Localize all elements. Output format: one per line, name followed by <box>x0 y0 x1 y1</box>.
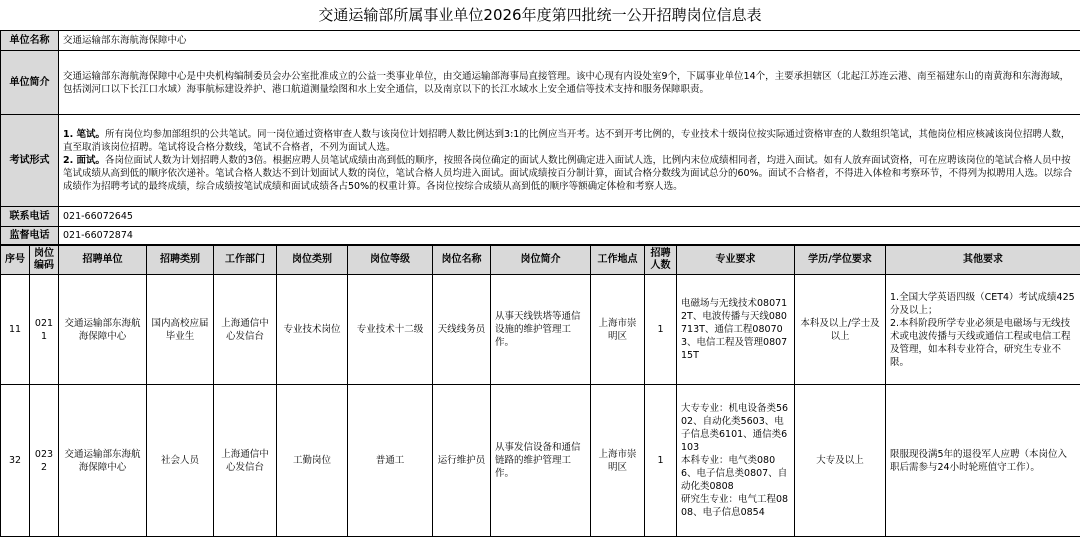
cell-unit: 交通运输部东海航海保障中心 <box>59 385 147 537</box>
supervise-row <box>1 227 1080 245</box>
header-row <box>1 246 1080 275</box>
unit-name-row <box>1 31 1080 51</box>
exam-written-title: 1. 笔试。 <box>63 129 105 140</box>
cell-dept: 上海通信中心发信台 <box>214 275 277 385</box>
supervise-value: 021-66072874 <box>59 227 1080 245</box>
cell-count: 1 <box>645 275 677 385</box>
contact-label: 联系电话 <box>1 207 59 227</box>
contact-row <box>1 207 1080 227</box>
table-row <box>1 275 1080 385</box>
col-header-post-name: 岗位名称 <box>433 246 491 275</box>
cell-location: 上海市崇明区 <box>591 385 645 537</box>
cell-seq: 32 <box>1 385 30 537</box>
col-header-category: 招聘类别 <box>147 246 214 275</box>
exam-interview-title: 2. 面试。 <box>63 155 105 166</box>
cell-education: 本科及以上/学士及以上 <box>795 275 886 385</box>
supervise-label: 监督电话 <box>1 227 59 245</box>
cell-seq: 11 <box>1 275 30 385</box>
col-header-location: 工作地点 <box>591 246 645 275</box>
cell-intro: 从事天线铁塔等通信设施的维护管理工作。 <box>491 275 591 385</box>
exam-interview-text: 各岗位面试人数为计划招聘人数的3倍。根据应聘人员笔试成绩由高到低的顺序，按照各岗位确定的面试人数比例确定进入面试人选，比例内末位成绩相同者，均进入面试。如有人放弃面试资格，可在应聘该岗位的笔试合格人员中按笔试成绩从高到低的顺序依次递补。笔试合格人数达不到计划面试人数的岗位，笔试合格人员均进入面试。面试成绩按百分制计算，面试合格分数线为面试总分的60%。面试不合格者，不得进入体检和考察环节，不得列为拟聘用人选。以综合成绩作为招聘考试的最终成绩，综合成绩按笔试成绩和面试成绩各占50%的权重计算。各岗位按综合成绩从高到低的顺序等额确定体检和考察人选。 <box>63 155 1072 192</box>
unit-name-label: 单位名称 <box>1 31 59 51</box>
cell-post-type: 工勤岗位 <box>277 385 348 537</box>
cell-major: 电磁场与无线技术080712T、电波传播与天线080713T、通信工程080703、电信工程及管理080715T <box>677 275 795 385</box>
cell-code: 0211 <box>30 275 59 385</box>
cell-location: 上海市崇明区 <box>591 275 645 385</box>
positions-table <box>0 245 1080 537</box>
unit-intro-label: 单位简介 <box>1 51 59 115</box>
cell-other: 限服现役满5年的退役军人应聘（本岗位入职后需参与24小时轮班值守工作）。 <box>886 385 1080 537</box>
exam-row <box>1 115 1080 207</box>
cell-category: 社会人员 <box>147 385 214 537</box>
cell-major: 大专专业：机电设备类5602、自动化类5603、电子信息类6101、通信类6103 本科专业：电气类0806、电子信息类0807、自动化类0808 研究生专业：电气工程0808、电子信息0854 <box>677 385 795 537</box>
contact-value: 021-66072645 <box>59 207 1080 227</box>
col-header-level: 岗位等级 <box>348 246 433 275</box>
col-header-other: 其他要求 <box>886 246 1080 275</box>
cell-level: 专业技术十二级 <box>348 275 433 385</box>
cell-dept: 上海通信中心发信台 <box>214 385 277 537</box>
col-header-code: 岗位 编码 <box>30 246 59 275</box>
table-row <box>1 385 1080 537</box>
unit-name-value: 交通运输部东海航海保障中心 <box>59 31 1080 51</box>
cell-post-type: 专业技术岗位 <box>277 275 348 385</box>
cell-count: 1 <box>645 385 677 537</box>
cell-other: 1.全国大学英语四级（CET4）考试成绩425分及以上； 2.本科阶段所学专业必须是电磁场与无线技术或电波传播与天线或通信工程或电信工程及管理，如本科专业符合，研究生专业不限。 <box>886 275 1080 385</box>
info-table <box>0 30 1080 245</box>
col-header-major: 专业要求 <box>677 246 795 275</box>
col-header-education: 学历/学位要求 <box>795 246 886 275</box>
col-header-post-type: 岗位类别 <box>277 246 348 275</box>
col-header-seq: 序号 <box>1 246 30 275</box>
cell-intro: 从事发信设备和通信链路的维护管理工作。 <box>491 385 591 537</box>
col-header-unit: 招聘单位 <box>59 246 147 275</box>
cell-category: 国内高校应届毕业生 <box>147 275 214 385</box>
cell-post-name: 运行维护员 <box>433 385 491 537</box>
exam-label: 考试形式 <box>1 115 59 207</box>
col-header-count: 招聘 人数 <box>645 246 677 275</box>
cell-unit: 交通运输部东海航海保障中心 <box>59 275 147 385</box>
col-header-intro: 岗位简介 <box>491 246 591 275</box>
exam-written-text: 所有岗位均参加部组织的公共笔试。同一岗位通过资格审查人数与该岗位计划招聘人数比例达到3:1的比例应当开考。达不到开考比例的，专业技术十级岗位按实际通过资格审查的人数组织笔试，其他岗位相应核减该岗位招聘人数，直至取消该岗位招聘。笔试将设合格分数线，笔试不合格者，不列为面试人选。 <box>63 129 1070 153</box>
unit-intro-value: 交通运输部东海航海保障中心是中央机构编制委员会办公室批准成立的公益一类事业单位，由交通运输部海事局直接管理。该中心现有内设处室9个，下属事业单位14个，主要承担辖区（北起江苏连云港、南至福建东山的南黄海和东海海域，包括浏河口以下长江口水域）海事航标建设养护、港口航道测量绘图和水上安全通信，以及南京以下的长江水域水上安全通信等技术支持和服务保障职责。 <box>59 51 1080 115</box>
col-header-dept: 工作部门 <box>214 246 277 275</box>
cell-level: 普通工 <box>348 385 433 537</box>
unit-intro-row <box>1 51 1080 115</box>
page-title: 交通运输部所属事业单位2026年度第四批统一公开招聘岗位信息表 <box>0 0 1080 30</box>
exam-value <box>59 115 1080 207</box>
cell-education: 大专及以上 <box>795 385 886 537</box>
cell-post-name: 天线线务员 <box>433 275 491 385</box>
cell-code: 0232 <box>30 385 59 537</box>
